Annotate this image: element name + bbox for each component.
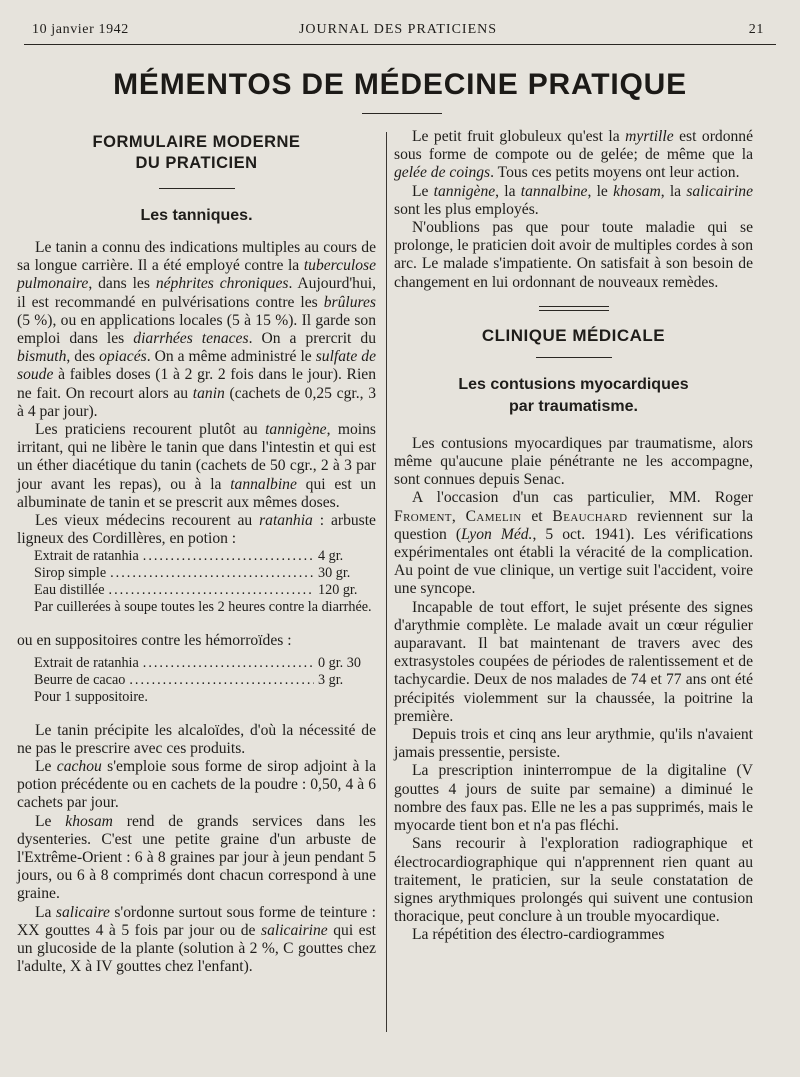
paragraph-repetition: La répétition des électro-cardiogrammes (412, 926, 665, 944)
paragraph-cordes-arc: N'oublions pas que pour toute maladie qui se prolonge, le praticien doit avoir de multiples cordes à son arc. Le malade s'impatiente. On satisfait à son besoin de changement en lui ordonnant de nouveaux remèdes. (394, 219, 753, 291)
tanniques-subheading: Les tanniques. (140, 207, 253, 224)
prescription-line: Extrait de ratanhia ..... 4 gr. (34, 548, 376, 565)
paragraph-persiste: Depuis trois et cinq ans leur arythmie, qu'ils n'avaient jamais pressentie, persiste. (394, 726, 753, 762)
paragraph-exploration: Sans recourir à l'exploration radiographique et électrocardiographique qui n'apprennent rien quant au traitement, le praticien, sur la seule constatation de signes arythmiques prolongés qui suivent une contusion thoracique, peut conclure à un trouble myocardique. (394, 835, 753, 926)
paragraph-arythmie: Incapable de tout effort, le sujet présente des signes d'arythmie complète. Le malade avait un cœur régulier auparavant. Il bat maintenant de travers avec des extrasystoles coupées de périodes de ralentissement et de tachycardie. Deux de nos malades de 74 et 77 ans ont été précipités violemment sur la chaussée, la poitrine la première. (394, 598, 753, 725)
paragraph-tannigene: Les praticiens recourent plutôt au tannigène, moins irritant, qui ne libère le tanin que dans l'intestin et qui est un éther diacétique du tanin (cachets de 50 cgr., 2 à 3 par jour avant les repas), ou à la tannalbine qui est un albuminate de tanin et se prescrit aux mêmes doses. (17, 421, 376, 511)
suppositoire-prescription (34, 655, 376, 689)
formulaire-heading-line2: DU PRATICIEN (135, 154, 258, 172)
formulaire-heading (17, 132, 376, 174)
column-divider (386, 132, 387, 1032)
formulaire-heading-line1: FORMULAIRE MODERNE (92, 133, 301, 151)
prescription-line: Sirop simple ..... 30 gr. (34, 565, 376, 582)
article-title (394, 374, 753, 418)
prescription-line: Eau distillée ..... 120 gr. (34, 582, 376, 599)
article-title-line1: Les contusions myocardiques (458, 375, 689, 393)
paragraph-tanin-indications: Le tanin a connu des indications multiples au cours de sa longue carrière. Il a été employé contre la tuberculose pulmonaire, dans les néphrites chroniques. Aujourd'hui, il est recommandé en pulvérisations contre les brûlures (5 %), ou en applications locales (5 à 15 %). Il garde son emploi dans les diarrhées tenaces. On a prercrit du bismuth, des opiacés. On a même administré le sulfate de soude à faibles doses (1 à 2 gr. 2 fois dans le jour). Rien ne fait. On recourt alors au tanin (cachets de 0,25 cgr., 3 à 4 par jour). (17, 239, 377, 420)
section-title: CLINIQUE MÉDICALE (481, 325, 666, 345)
prescription-line: Extrait de ratanhia ..... 0 gr. 30 (34, 655, 376, 672)
paragraph-cas-particulier: A l'occasion d'un cas particulier, MM. Roger Froment, Camelin et Beauchard reviennent sur la question (Lyon Méd., 5 oct. 1941). Les vérifications expérimentales ont établi la véracité de la complication. Au point de vue clinique, un vertige suit l'accident, voire une syncope. (394, 489, 754, 598)
title-rule (362, 113, 442, 114)
paragraph-cachou: Le cachou s'emploie sous forme de sirop adjoint à la potion précédente ou en cachets de la poudre : 0,50, 4 à 6 cachets par jour. (17, 758, 376, 812)
potion-prescription (34, 548, 376, 599)
running-head (32, 22, 764, 42)
article-title-line2: par traumatisme. (509, 397, 638, 415)
paragraph-digitaline: La prescription ininterrompue de la digitaline (V gouttes 4 jours de suite par semaine) a diminué le nombre des faux pas. Elle ne les a pas supprimés, mais le myocarde tient bon et n'a pas fléchi. (394, 762, 753, 835)
journal-name: JOURNAL DES PRATICIENS (298, 22, 498, 37)
header-rule (24, 44, 776, 45)
paragraph-plus-employes: Le tannigène, la tannalbine, le khosam, la salicairine sont les plus employés. (394, 182, 754, 218)
suppositoire-note: Pour 1 suppositoire. (34, 688, 148, 705)
paragraph-khosam: Le khosam rend de grands services dans les dysenteries. C'est une petite graine d'un arbuste de l'Extrême-Orient : 6 à 8 graines par jour à jeun pendant 5 jours, ou 6 à 8 comprimés dont chacun correspond à une graine. (17, 812, 376, 903)
left-column (17, 128, 376, 977)
page-title: MÉMENTOS DE MÉDECINE PRATIQUE (113, 68, 687, 101)
paragraph-contusions-intro: Les contusions myocardiques par traumatisme, alors même qu'aucune plaie pénétrante ne les accompagne, sont connues depuis Senac. (394, 434, 753, 489)
paragraph-ratanhia: Les vieux médecins recourent au ratanhia : arbuste ligneux des Cordillères, en potion : (17, 512, 376, 548)
issue-date: 10 janvier 1942 (32, 22, 129, 37)
prescription-line: Beurre de cacao ..... 3 gr. (34, 672, 376, 689)
right-column (394, 128, 753, 945)
page-number: 21 (748, 22, 764, 37)
paragraph-salicaire: La salicaire s'ordonne surtout sous forme de teinture : XX gouttes 4 à 5 fois par jour ou de salicairine qui est un glucoside de la plante (solution à 2 %, C gouttes chez l'adulte, X à IV gouttes chez l'enfant). (17, 903, 376, 976)
paragraph-myrtille: Le petit fruit globuleux qu'est la myrtille est ordonné sous forme de compote ou de gelée; de même que la gelée de coings. Tous ces petits moyens ont leur action. (394, 128, 754, 182)
paragraph-alcaloides: Le tanin précipite les alcaloïdes, d'où la nécessité de ne pas le prescrire avec ces produits. (17, 721, 376, 757)
suppositoire-intro: ou en suppositoires contre les hémorroïdes : (17, 632, 292, 650)
potion-note: Par cuillerées à soupe toutes les 2 heures contre la diarrhée. (34, 599, 372, 616)
